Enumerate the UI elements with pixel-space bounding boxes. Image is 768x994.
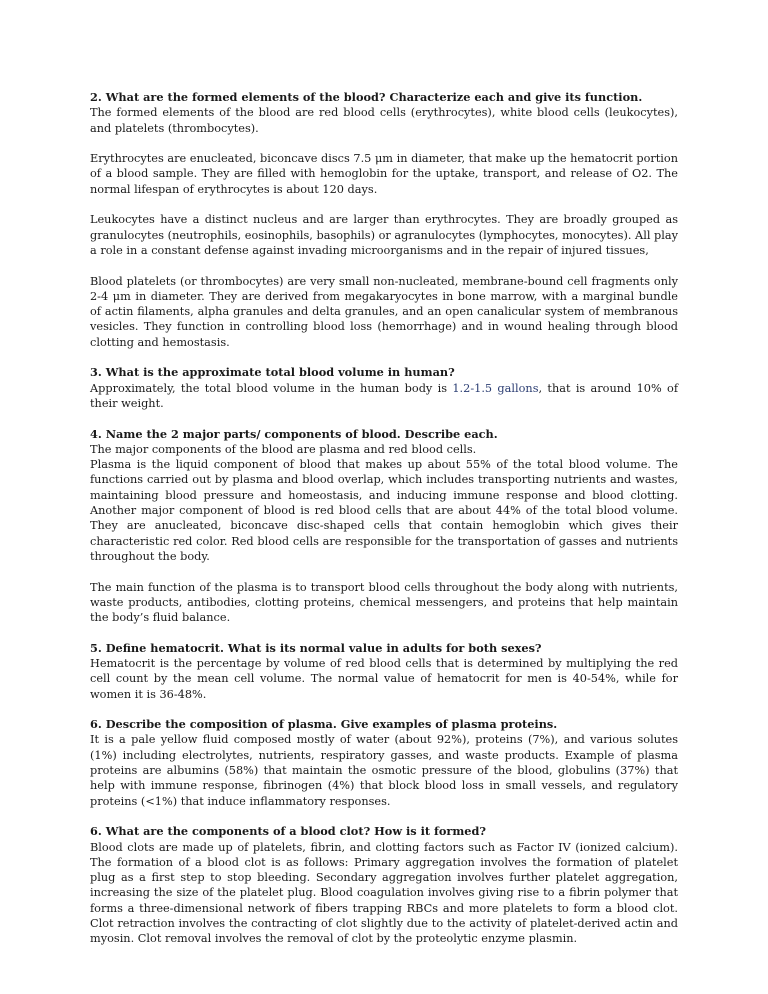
- answer-paragraph: The major components of the blood are plasma and red blood cells.: [90, 442, 477, 456]
- answer-paragraph: The formed elements of the blood are red blood cells (erythrocytes), white blood cells (leukocytes), and platelets (thrombocytes).: [90, 106, 678, 135]
- question-heading: 5. Define hematocrit. What is its normal value in adults for both sexes?: [90, 640, 542, 655]
- answer-paragraph: It is a pale yellow fluid composed mostly of water (about 92%), proteins (7%), and various solutes (1%) including electrolytes, nutrients, respiratory gasses, and waste products. Example of plasma proteins are albumins (58%) that maintain the osmotic pressure of the blood, globulins (37%) that help with immune response, fibrinogen (4%) that block blood loss in small vessels, and regulatory proteins (<1%) that induce inflammatory responses.: [90, 733, 678, 808]
- section-blood-components: [90, 427, 678, 626]
- answer-paragraph: Plasma is the liquid component of blood that makes up about 55% of the total blood volume. The functions carried out by plasma and blood overlap, which includes transporting nutrients and wastes, maintaining blood pressure and homeostasis, and inducing immune response and blood clotting. Another major component of blood is red blood cells that are about 44% of the total blood volume. They are anucleated, biconcave disc-shaped cells that contain hemoglobin which gives their characteristic red color. Red blood cells are responsible for the transportation of gasses and nutrients throughout the body.: [90, 458, 678, 563]
- question-heading: 6. What are the components of a blood clot? How is it formed?: [90, 824, 487, 839]
- section-blood-clot: [90, 824, 678, 946]
- document-page: [90, 90, 678, 962]
- answer-paragraph: [90, 381, 678, 412]
- answer-paragraph: Blood clots are made up of platelets, fibrin, and clotting factors such as Factor IV (ionized calcium). The formation of a blood clot is as follows: Primary aggregation involves the formation of platelet plug as a first step to stop bleeding. Secondary aggregation involves further platelet aggregation, increasing the size of the platelet plug. Blood coagulation involves giving rise to a fibrin polymer that forms a three-dimensional network of fibers trapping RBCs and more platelets to form a blood clot. Clot retraction involves the contracting of clot slightly due to the activity of platelet-derived actin and myosin. Clot removal involves the removal of clot by the proteolytic enzyme plasmin.: [90, 840, 678, 946]
- question-heading: 3. What is the approximate total blood volume in human?: [90, 365, 455, 380]
- question-heading: 4. Name the 2 major parts/ components of blood. Describe each.: [90, 426, 498, 441]
- answer-text: , that is around 10% of their weight.: [90, 381, 678, 410]
- section-blood-volume: [90, 365, 678, 411]
- highlighted-link-text[interactable]: 1.2-1.5 gallons: [452, 381, 539, 395]
- answer-paragraph: The main function of the plasma is to transport blood cells throughout the body along with nutrients, waste products, antibodies, clotting proteins, chemical messengers, and proteins that help maintain the body’s fluid balance.: [90, 580, 678, 625]
- section-formed-elements: [90, 90, 678, 350]
- question-heading: 2. What are the formed elements of the blood? Characterize each and give its function.: [90, 90, 643, 104]
- section-hematocrit: [90, 641, 678, 702]
- answer-paragraph: Blood platelets (or thrombocytes) are very small non-nucleated, membrane-bound cell fragments only 2-4 μm in diameter. They are derived from megakaryocytes in bone marrow, with a marginal bundle of actin filaments, alpha granules and delta granules, and an open canalicular system of membranous vesicles. They function in controlling blood loss (hemorrhage) and in wound healing through blood clotting and hemostasis.: [90, 274, 678, 349]
- question-heading: 6. Describe the composition of plasma. Give examples of plasma proteins.: [90, 717, 558, 732]
- section-plasma-composition: [90, 717, 678, 809]
- answer-paragraph: Leukocytes have a distinct nucleus and are larger than erythrocytes. They are broadly grouped as granulocytes (neutrophils, eosinophils, basophils) or agranulocytes (lymphocytes, monocytes). All play a role in a constant defense against invading microorganisms and in the repair of injured tissues,: [90, 213, 678, 257]
- answer-text: Approximately, the total blood volume in the human body is: [90, 381, 453, 395]
- answer-paragraph: Hematocrit is the percentage by volume of red blood cells that is determined by multiplying the red cell count by the mean cell volume. The normal value of hematocrit for men is 40-54%, while for women it is 36-48%.: [90, 656, 678, 701]
- answer-paragraph: Erythrocytes are enucleated, biconcave discs 7.5 μm in diameter, that make up the hematocrit portion of a blood sample. They are filled with hemoglobin for the uptake, transport, and release of O2. The normal lifespan of erythrocytes is about 120 days.: [90, 152, 678, 196]
